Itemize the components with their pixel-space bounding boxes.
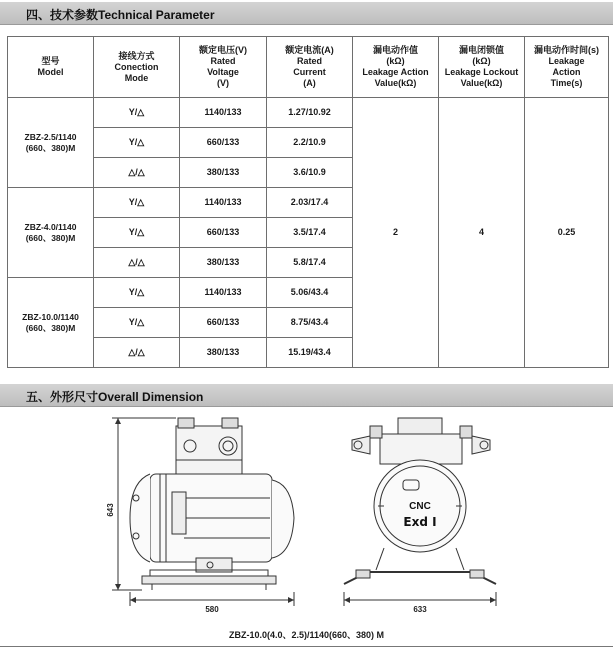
current-cell: 5.06/43.4 — [267, 278, 353, 308]
voltage-cell: 380/133 — [180, 158, 267, 188]
ex-marking-label: Exd I — [403, 515, 437, 529]
table-row — [8, 98, 609, 128]
figure-caption: ZBZ-10.0(4.0、2.5)/1140(660、380) M — [228, 630, 385, 640]
header-model: 型号 Model — [8, 37, 94, 98]
header-action-time: 漏电动作时间(s) Leakage Action Time(s) — [525, 37, 609, 98]
voltage-cell: 380/133 — [180, 248, 267, 278]
front-width-dimension-label: 633 — [413, 605, 427, 614]
side-view — [112, 418, 294, 606]
dimension-drawing — [0, 410, 613, 625]
current-cell: 3.5/17.4 — [267, 218, 353, 248]
current-cell: 5.8/17.4 — [267, 248, 353, 278]
current-cell: 2.2/10.9 — [267, 128, 353, 158]
current-cell: 2.03/17.4 — [267, 188, 353, 218]
current-cell: 8.75/43.4 — [267, 308, 353, 338]
voltage-cell: 660/133 — [180, 128, 267, 158]
mode-cell: Y/△ — [94, 278, 180, 308]
section-title: 五、外形尺寸Overall Dimension — [26, 390, 204, 404]
header-leakage-action: 漏电动作值 (kΩ) Leakage Action Value(kΩ) — [353, 37, 439, 98]
section-header-technical — [0, 2, 613, 25]
mode-cell: △/△ — [94, 248, 180, 278]
model-cell: ZBZ-2.5/1140 (660、380)M — [8, 98, 94, 188]
section-header-dimension — [0, 384, 613, 407]
mode-cell: Y/△ — [94, 308, 180, 338]
header-mode: 接线方式 Conection Mode — [94, 37, 180, 98]
parameter-table — [7, 36, 609, 368]
current-cell: 3.6/10.9 — [267, 158, 353, 188]
voltage-cell: 1140/133 — [180, 278, 267, 308]
header-leakage-lockout: 漏电闭锁值 (kΩ) Leakage Lockout Value(kΩ) — [439, 37, 525, 98]
current-cell: 15.19/43.4 — [267, 338, 353, 368]
model-cell: ZBZ-4.0/1140 (660、380)M — [8, 188, 94, 278]
height-dimension-label: 643 — [106, 503, 115, 517]
leakage-action-cell: 2 — [353, 98, 439, 368]
voltage-cell: 660/133 — [180, 308, 267, 338]
side-width-dimension-label: 580 — [205, 605, 219, 614]
section-title: 四、技术参数Technical Parameter — [26, 8, 215, 22]
voltage-cell: 1140/133 — [180, 98, 267, 128]
header-current: 额定电流(A) Rated Current (A) — [267, 37, 353, 98]
model-cell: ZBZ-10.0/1140 (660、380)M — [8, 278, 94, 368]
mode-cell: Y/△ — [94, 188, 180, 218]
bottom-divider — [0, 646, 613, 647]
mode-cell: △/△ — [94, 158, 180, 188]
front-view — [344, 418, 496, 606]
mode-cell: Y/△ — [94, 128, 180, 158]
mode-cell: Y/△ — [94, 218, 180, 248]
header-voltage: 额定电压(V) Rated Voltage (V) — [180, 37, 267, 98]
voltage-cell: 1140/133 — [180, 188, 267, 218]
table-header-row — [8, 37, 609, 98]
action-time-cell: 0.25 — [525, 98, 609, 368]
leakage-lockout-cell: 4 — [439, 98, 525, 368]
voltage-cell: 660/133 — [180, 218, 267, 248]
voltage-cell: 380/133 — [180, 338, 267, 368]
mode-cell: △/△ — [94, 338, 180, 368]
brand-label: CNC — [409, 501, 431, 512]
mode-cell: Y/△ — [94, 98, 180, 128]
current-cell: 1.27/10.92 — [267, 98, 353, 128]
